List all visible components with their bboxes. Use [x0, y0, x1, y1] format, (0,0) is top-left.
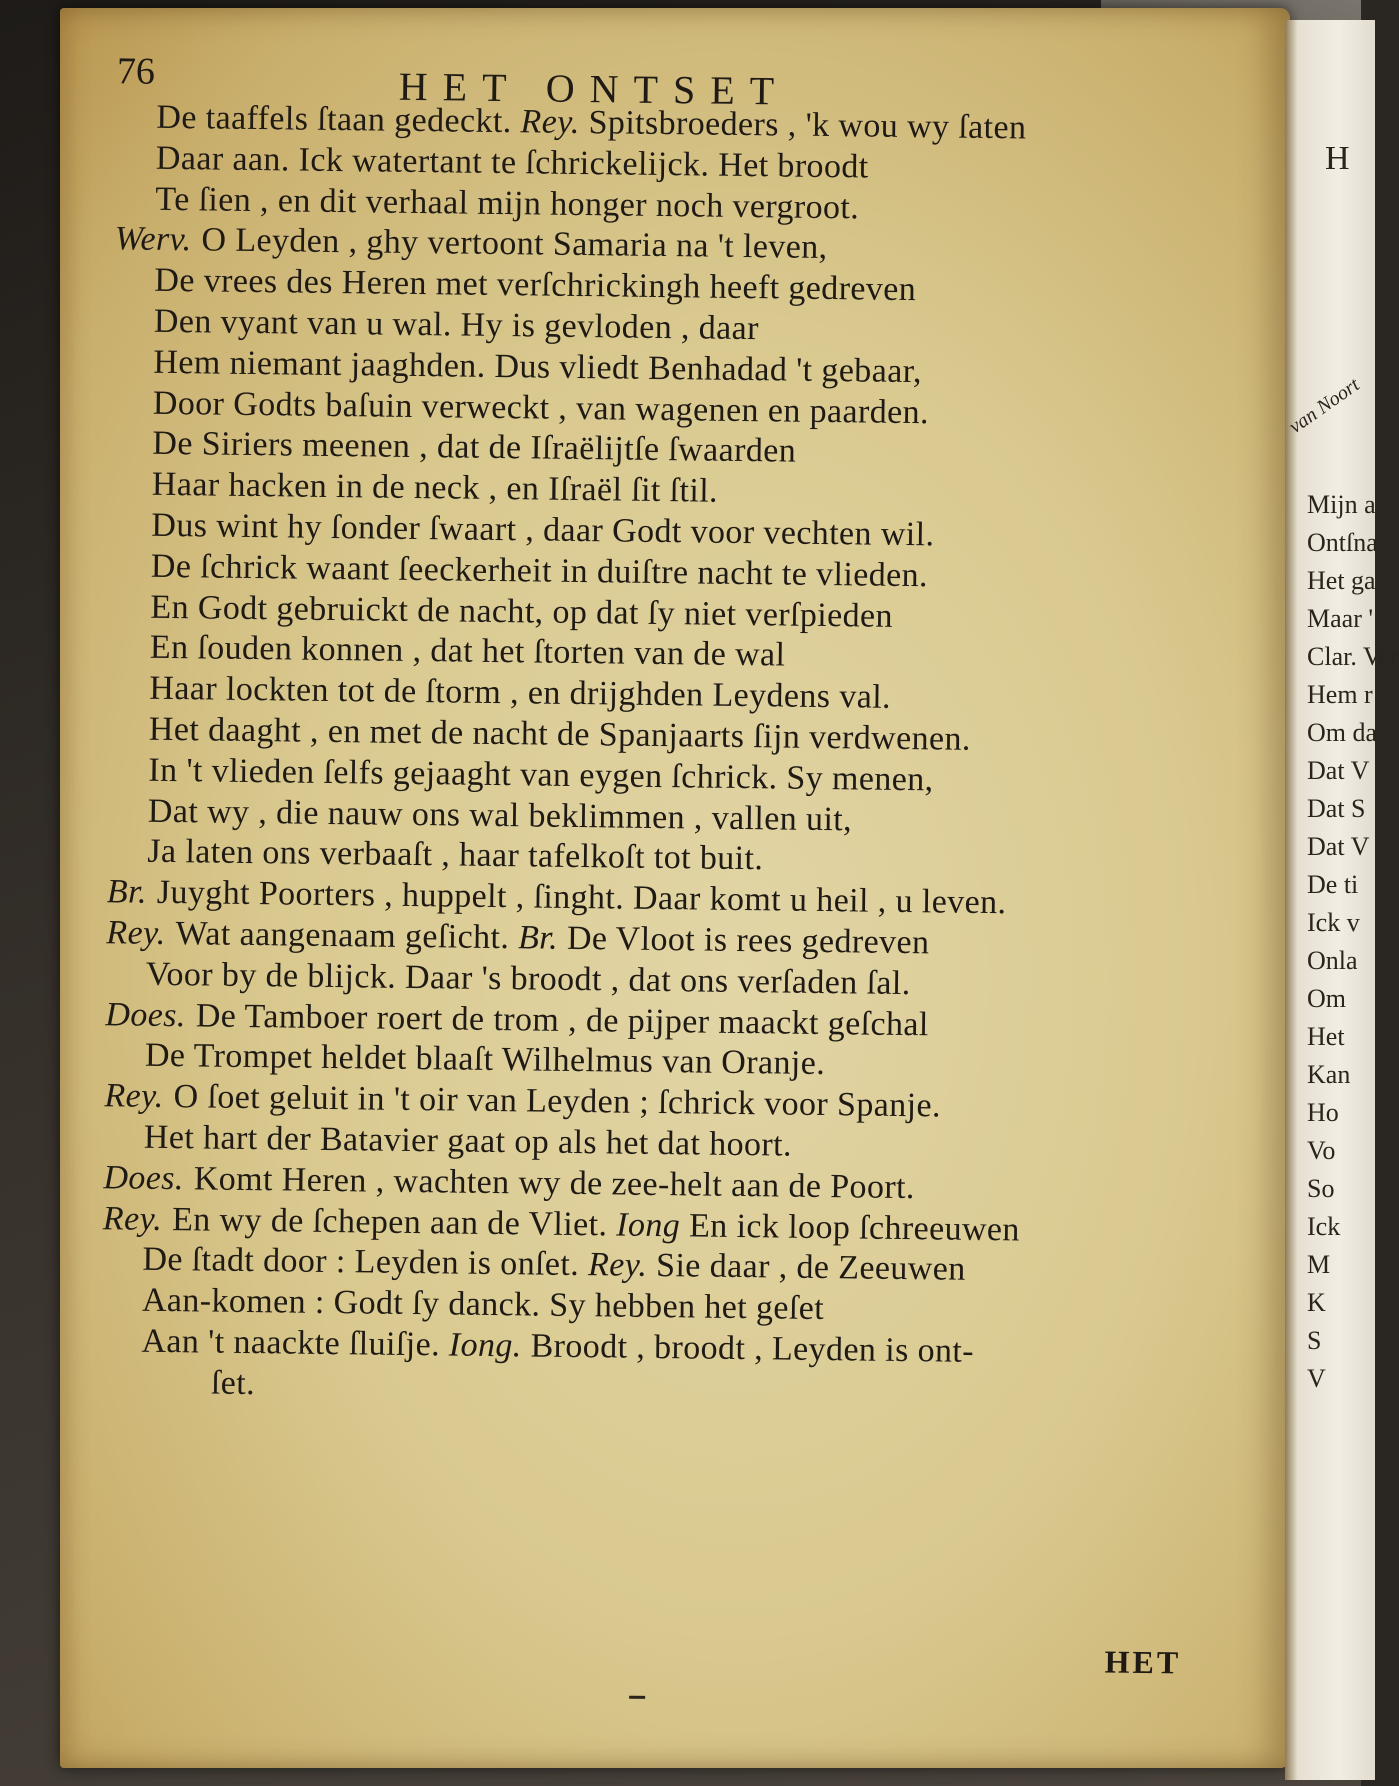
speaker-label: Does.: [105, 995, 187, 1034]
facing-page-line: Om da: [1307, 718, 1378, 747]
inline-speaker-label: Br.: [517, 919, 559, 957]
facing-page-line: Dat S: [1307, 794, 1366, 823]
inline-speaker-label: Iong: [616, 1206, 681, 1244]
verse-line: [141, 1321, 974, 1373]
verse-text-continuation: Sie daar , de Zeeuwen: [647, 1247, 966, 1289]
inline-speaker-label: Rey.: [587, 1246, 648, 1285]
facing-page-line: Ho: [1307, 1098, 1339, 1127]
facing-page-line: S: [1307, 1326, 1322, 1355]
verse-text: De Tamboer roert de trom , de pijper maackt geſchal: [195, 996, 929, 1043]
verse-line: [211, 1362, 256, 1405]
facing-page-line: M: [1307, 1250, 1331, 1279]
facing-page-line: Het: [1307, 1022, 1345, 1051]
verse-text: Ja laten ons verbaaſt , haar tafelkoſt tot buit.: [147, 833, 764, 878]
verse-text: Komt Heren , wachten wy de zee-helt aan de Poort.: [193, 1160, 916, 1206]
verse-text: Juyght Poorters , huppelt , ſinght. Daar komt u heil , u leven.: [156, 874, 1007, 922]
verse-text: Dat wy , die nauw ons wal beklimmen , vallen uit,: [147, 792, 853, 838]
verse-text: De ſchrick waant ſeeckerheit in duiſtre nacht te vlieden.: [150, 547, 929, 595]
facing-page-line: Onla: [1307, 946, 1358, 975]
facing-page-line: So: [1307, 1174, 1335, 1203]
verse-text: Daar aan. Ick watertant te ſchrickelijck. Het broodt: [155, 139, 869, 186]
verse-text: Voor by de blijck. Daar 's broodt , dat ons verſaden ſal.: [145, 955, 911, 1002]
facing-page-line: Maar ': [1307, 604, 1374, 633]
book-page: [60, 8, 1290, 1768]
catchword: HET: [1104, 1643, 1182, 1681]
facing-page-line: Clar. Ver: [1307, 642, 1399, 671]
facing-page-line: Ick: [1307, 1212, 1341, 1241]
verse-text-continuation: Broodt , broodt , Leyden is ont-: [521, 1327, 975, 1370]
page-number: 76: [116, 50, 156, 93]
speaker-label: Does.: [103, 1159, 185, 1198]
speaker-label: Rey.: [102, 1199, 163, 1238]
inline-speaker-label: Rey.: [520, 103, 580, 141]
verse-text: En ſouden konnen , dat het ſtorten van de wal: [149, 629, 786, 674]
facing-page-line: Ick v: [1307, 908, 1360, 937]
signature-mark: [629, 1696, 645, 1699]
verse-text: De Trompet heldet blaaſt Wilhelmus van Oranje.: [144, 1037, 826, 1083]
verse-text: O Leyden , ghy vertoont Samaria na 't leven,: [201, 221, 828, 267]
verse-text: En wy de ſchepen aan de Vliet.: [171, 1200, 617, 1244]
facing-margin-note: van Noort: [1285, 373, 1364, 439]
verse-text: En Godt gebruickt de nacht, op dat ſy niet verſpieden: [150, 588, 894, 635]
facing-page-line: Mijn a: [1307, 490, 1376, 519]
facing-page-line: Het ga: [1307, 566, 1376, 595]
verse-text: Haar hacken in de neck , en Iſraël ſit ſtil.: [151, 465, 719, 510]
facing-page-line: Kan: [1307, 1060, 1351, 1089]
facing-page-line: Dat V: [1307, 832, 1370, 861]
running-head: HET ONTSET: [398, 63, 790, 114]
verse-text: De ſtadt door : Leyden is onſet.: [142, 1241, 589, 1284]
inline-speaker-label: Iong.: [448, 1326, 522, 1365]
facing-page-line: Vo: [1307, 1136, 1336, 1165]
verse-text: Haar lockten tot de ſtorm , en drijghden Leydens val.: [149, 669, 892, 716]
facing-page-head: H: [1325, 140, 1350, 177]
facing-page-line: Ontſna: [1307, 528, 1378, 557]
speaker-label: Br.: [106, 873, 148, 911]
verse-text: Het hart der Batavier gaat op als het dat hoort.: [143, 1118, 793, 1164]
verse-text: In 't vlieden ſelfs gejaaght van eygen ſchrick. Sy menen,: [148, 751, 934, 799]
verse-text: Aan-komen : Godt ſy danck. Sy hebben het geſet: [141, 1281, 825, 1328]
verse-text-continuation: De Vloot is rees gedreven: [557, 919, 930, 962]
facing-page-line: K: [1307, 1288, 1326, 1317]
verse-text: De Siriers meenen , dat de Iſraëlijtſe ſwaarden: [152, 425, 797, 471]
verse-text: ſet.: [210, 1364, 256, 1402]
facing-page-line: Dat V: [1307, 756, 1370, 785]
facing-page-line: Om: [1307, 984, 1346, 1013]
verse-text-continuation: En ick loop ſchreeuwen: [679, 1206, 1021, 1249]
verse-text: De vrees des Heren met verſchrickingh heeft gedreven: [154, 261, 917, 309]
verse-text: Wat aangenaam geſicht.: [175, 915, 519, 957]
verse-text: Te ſien , en dit verhaal mijn honger noch vergroot.: [155, 180, 860, 226]
verse-text: Het daaght , en met de nacht de Spanjaarts ſijn verdwenen.: [148, 710, 972, 758]
verse-text: De taaffels ſtaan gedeckt.: [156, 98, 521, 141]
page-text-block: [48, 1, 1299, 1776]
verse-text: O ſoet geluit in 't oir van Leyden ; ſchrick voor Spanje.: [173, 1078, 942, 1125]
facing-page-line: Hem r: [1307, 680, 1373, 709]
speaker-label: Werv.: [114, 220, 192, 259]
verse-text: Aan 't naackte ſluiſje.: [141, 1322, 450, 1364]
verse-text: Door Godts baſuin verweckt , van wagenen en paarden.: [152, 384, 930, 431]
facing-page-line: De ti: [1307, 870, 1359, 899]
facing-page-line: V: [1307, 1364, 1326, 1393]
speaker-label: Rey.: [106, 914, 166, 952]
verse-text-continuation: Spitsbroeders , 'k wou wy ſaten: [579, 103, 1027, 147]
verse-text: Dus wint hy ſonder ſwaart , daar Godt voor vechten wil.: [151, 506, 935, 554]
verse-text: Den vyant van u wal. Hy is gevloden , daar: [153, 302, 760, 348]
facing-page-edge: [1285, 20, 1399, 1780]
speaker-label: Rey.: [104, 1077, 164, 1116]
verse-text: Hem niemant jaaghden. Dus vliedt Benhadad 't gebaar,: [153, 343, 923, 390]
